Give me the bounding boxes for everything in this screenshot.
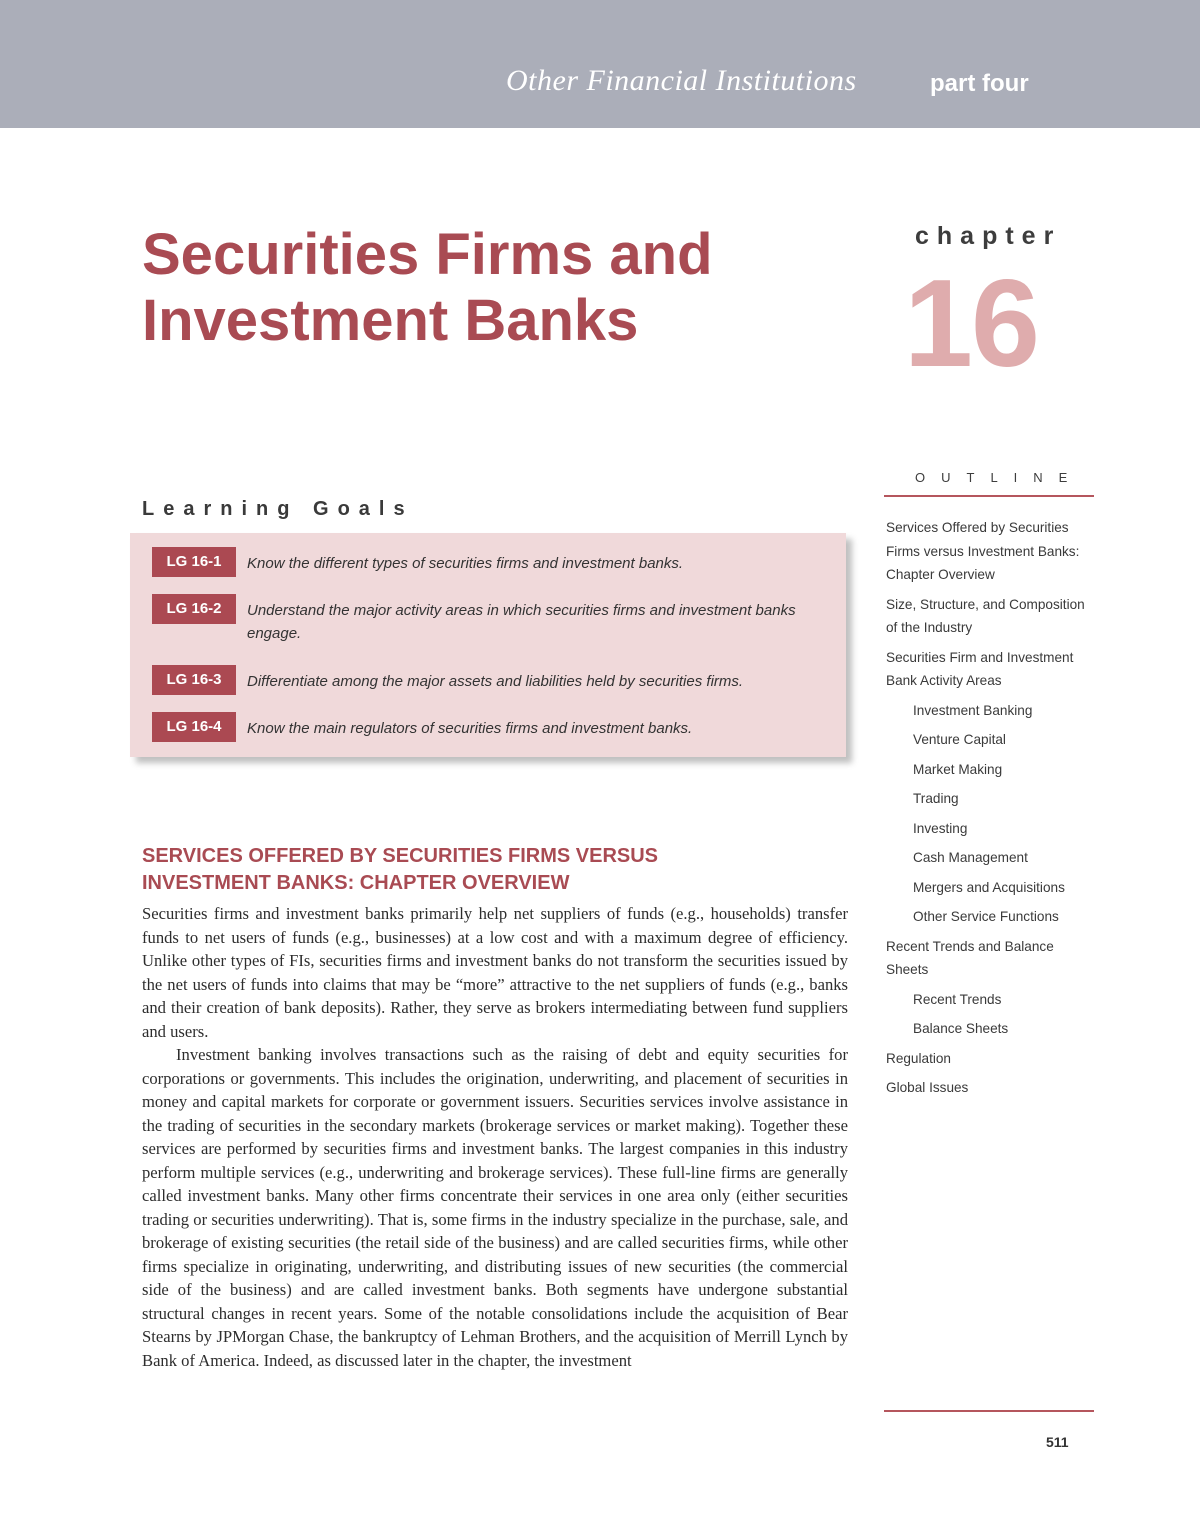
running-title: Other Financial Institutions: [506, 64, 857, 97]
outline-top-rule: [884, 495, 1094, 497]
outline-item[interactable]: Global Issues: [886, 1080, 969, 1095]
header-band: [0, 0, 1200, 128]
outline-item[interactable]: Services Offered by Securities Firms versus Investment Banks: Chapter Overview: [886, 520, 1080, 582]
chapter-label: chapter: [915, 222, 1062, 250]
goal-text: Know the different types of securities firms and investment banks.: [247, 555, 684, 572]
outline-item[interactable]: Cash Management: [913, 850, 1028, 865]
outline-item[interactable]: Investing: [913, 820, 968, 836]
goal-text: Understand the major activity areas in which securities firms and investment banks engage.: [247, 602, 796, 642]
outline-item[interactable]: Market Making: [913, 761, 1003, 777]
goal-text: Differentiate among the major assets and liabilities held by securities firms.: [247, 673, 744, 690]
outline-item[interactable]: Other Service Functions: [913, 909, 1059, 924]
outline-label: OUTLINE: [915, 470, 1084, 485]
outline-item[interactable]: Trading: [913, 791, 959, 806]
goal-badge: LG 16-3: [152, 665, 236, 695]
page-number: 511: [1046, 1434, 1069, 1450]
outline-item[interactable]: Size, Structure, and Composition of the Industry: [886, 596, 1085, 635]
paragraph: Investment banking involves transactions such as the raising of debt and equity securities for corporations or governments. This includes the origination, underwriting, and placement of securities in money and capital markets for corporate or government issuers. Securities services involve assistance in the trading of securities in the secondary markets (brokerage services or market making). Together these services are performed by securities firms and investment banks. The largest companies in this industry perform multiple services (e.g., underwriting and brokerage services). These full-line firms are generally called investment banks. Many other firms concentrate their services in one area only (either securities trading or securities underwriting). That is, some firms in the industry specialize in the purchase, sale, and brokerage of existing securities (the retail side of the business) and are called securities firms, while other firms specialize in originating, underwriting, and distributing issues of new securities (the commercial side of the business) and are called investment banks. Both segments have undergone substantial structural changes in recent years. Some of the notable consolidations include the acquisition of Bear Stearns by JPMorgan Chase, the bankruptcy of Lehman Brothers, and the acquisition of Merrill Lynch by Bank of America. Indeed, as discussed later in the chapter, the investment: [142, 1045, 848, 1370]
outline-list: [886, 516, 1096, 1106]
outline-item[interactable]: Investment Banking: [913, 702, 1033, 718]
section-heading-line: INVESTMENT BANKS: CHAPTER OVERVIEW: [142, 872, 570, 894]
outline-item[interactable]: Mergers and Acquisitions: [913, 879, 1065, 895]
outline-item[interactable]: Securities Firm and Investment Bank Activity Areas: [886, 649, 1074, 688]
section-heading-line: SERVICES OFFERED BY SECURITIES FIRMS VERSUS: [142, 845, 659, 867]
learning-goals-heading: Learning Goals: [142, 498, 414, 520]
outline-bottom-rule: [884, 1410, 1094, 1412]
paragraph: Securities firms and investment banks primarily help net suppliers of funds (e.g., households) transfer funds to net users of funds (e.g., businesses) at a low cost and with a maximum degree of efficiency. Unlike other types of FIs, securities firms and investment banks do not transform the securities issued by the net users of funds into claims that may be “more” attractive to the net suppliers of funds (e.g., banks and their creation of bank deposits). Rather, they serve as brokers intermediating between fund suppliers and users.: [142, 904, 848, 1041]
chapter-number: 16: [904, 255, 1038, 393]
goal-badge: LG 16-2: [152, 594, 236, 624]
outline-item[interactable]: Regulation: [886, 1050, 951, 1066]
body-text: [142, 902, 848, 1372]
chapter-title-line: Investment Banks: [142, 288, 639, 353]
goal-badge: LG 16-4: [152, 712, 236, 742]
goal-text: Know the main regulators of securities firms and investment banks.: [247, 720, 693, 737]
outline-item[interactable]: Balance Sheets: [913, 1021, 1009, 1036]
section-heading: [142, 843, 842, 897]
outline-item[interactable]: Recent Trends: [913, 991, 1002, 1007]
outline-item[interactable]: Recent Trends and Balance Sheets: [886, 938, 1054, 977]
part-label: part four: [930, 70, 1029, 97]
outline-item[interactable]: Venture Capital: [913, 732, 1006, 747]
goal-badge: LG 16-1: [152, 547, 236, 577]
chapter-title-line: Securities Firms and: [142, 222, 713, 287]
learning-goals-box: [130, 533, 846, 757]
chapter-title: [142, 222, 822, 354]
